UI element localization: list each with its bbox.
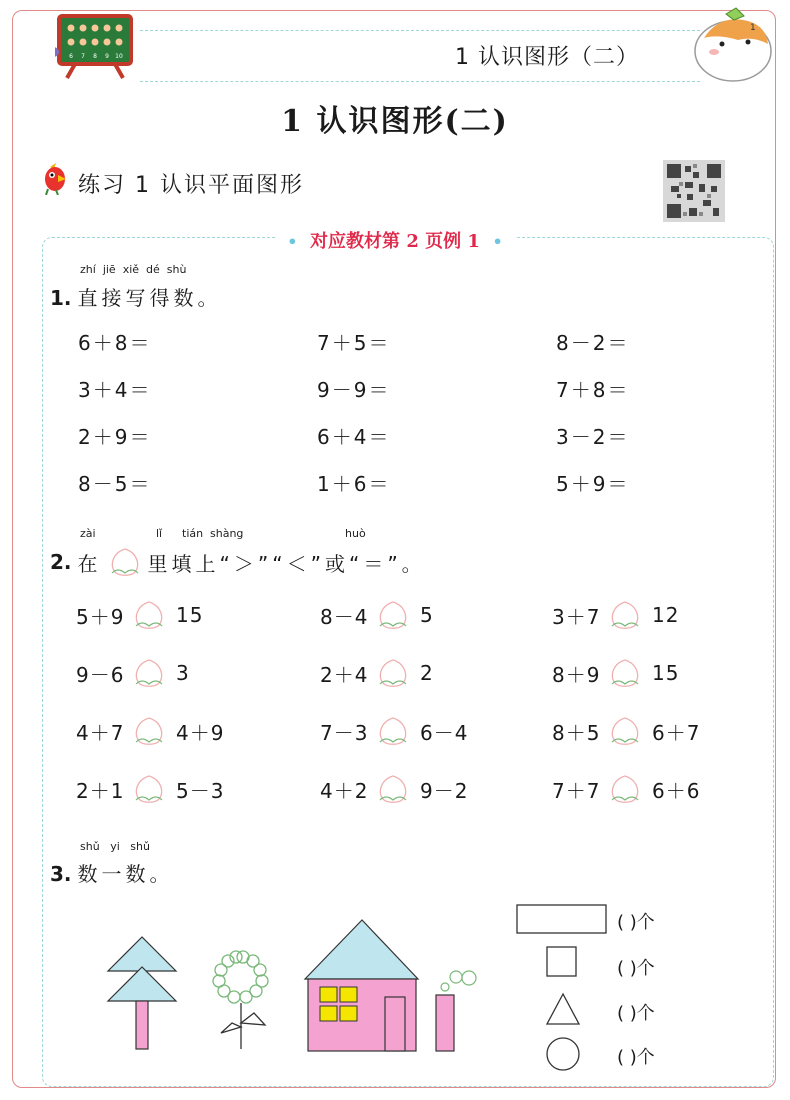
compare-item xyxy=(320,598,434,632)
blackboard-icon xyxy=(55,14,135,80)
reference-label: • 对应教材第 2 页例 1 • xyxy=(0,227,790,253)
compare-right: 3 xyxy=(176,661,190,685)
answer-peach-blank[interactable] xyxy=(374,772,412,806)
compare-item xyxy=(552,598,679,632)
compare-right: 15 xyxy=(176,603,204,627)
compare-item xyxy=(76,656,190,690)
peach-icon xyxy=(106,545,144,579)
q2-pinyin-tian: tián xyxy=(182,527,204,540)
header-title: 1 认识图形（二） xyxy=(455,45,639,70)
answer-triangle-count[interactable]: ( )个 xyxy=(617,1003,655,1024)
q1-heading: 1. 直接写得数。 xyxy=(50,286,222,310)
compare-item xyxy=(552,656,679,690)
q1-item[interactable]: 5＋9＝ xyxy=(556,472,630,496)
q1-item[interactable]: 3－2＝ xyxy=(556,425,630,449)
q2-heading: 2. 在 里填上“＞”“＜”或“＝”。 xyxy=(50,545,426,579)
answer-peach-blank[interactable] xyxy=(374,714,412,748)
reference-text: 对应教材第 2 页例 1 xyxy=(310,231,480,252)
house-icon xyxy=(305,920,418,1051)
q2-pinyin-huo: huò xyxy=(345,527,366,540)
answer-peach-blank[interactable] xyxy=(130,598,168,632)
triangle-icon xyxy=(545,992,581,1026)
compare-left: 5＋9 xyxy=(76,604,125,629)
chimney-icon xyxy=(436,971,476,1051)
chapter-title: 1 认识图形(二) xyxy=(281,104,509,139)
compare-item xyxy=(76,598,203,632)
parrot-icon xyxy=(42,163,68,195)
compare-left: 4＋2 xyxy=(320,778,369,803)
compare-right: 4＋9 xyxy=(176,720,225,745)
compare-item xyxy=(320,714,468,748)
board-number: 6 xyxy=(69,53,73,60)
compare-right: 5 xyxy=(420,603,434,627)
board-number: 10 xyxy=(115,53,123,60)
compare-right: 15 xyxy=(652,661,680,685)
q1-item[interactable]: 7＋8＝ xyxy=(556,378,630,402)
answer-square-count[interactable]: ( )个 xyxy=(617,958,655,979)
compare-left: 2＋1 xyxy=(76,778,125,803)
rectangle-icon xyxy=(516,903,608,935)
answer-peach-blank[interactable] xyxy=(606,598,644,632)
q1-item[interactable]: 3＋4＝ xyxy=(78,378,152,402)
square-icon xyxy=(546,946,578,978)
tree-icon xyxy=(108,937,176,1049)
answer-circle-count[interactable]: ( )个 xyxy=(617,1047,655,1068)
compare-right: 6－4 xyxy=(420,720,469,745)
flower-icon xyxy=(213,951,268,1049)
compare-right: 5－3 xyxy=(176,778,225,803)
answer-peach-blank[interactable] xyxy=(606,656,644,690)
page-number: 1 xyxy=(750,23,756,33)
q1-pinyin: zhí jiē xiě dé shù xyxy=(80,263,187,276)
compare-item xyxy=(552,714,700,748)
compare-item xyxy=(320,656,434,690)
shapes-picture xyxy=(100,915,490,1055)
compare-left: 8－4 xyxy=(320,604,369,629)
compare-left: 3＋7 xyxy=(552,604,601,629)
compare-item xyxy=(76,714,224,748)
compare-left: 7－3 xyxy=(320,720,369,745)
compare-right: 12 xyxy=(652,603,680,627)
answer-peach-blank[interactable] xyxy=(130,772,168,806)
board-number: 9 xyxy=(105,53,109,60)
compare-right: 6＋7 xyxy=(652,720,701,745)
compare-left: 7＋7 xyxy=(552,778,601,803)
answer-peach-blank[interactable] xyxy=(130,656,168,690)
qr-code-icon[interactable] xyxy=(663,160,725,222)
compare-left: 8＋9 xyxy=(552,662,601,687)
board-number: 8 xyxy=(93,53,97,60)
compare-right: 6＋6 xyxy=(652,778,701,803)
q1-item[interactable]: 1＋6＝ xyxy=(317,472,391,496)
q1-item[interactable]: 6＋4＝ xyxy=(317,425,391,449)
exercise-title: 练习 1 认识平面图形 xyxy=(78,173,304,198)
q2-pinyin-li: lǐ xyxy=(156,527,163,540)
compare-item xyxy=(76,772,224,806)
circle-icon xyxy=(545,1036,581,1072)
board-number: 7 xyxy=(81,53,85,60)
answer-peach-blank[interactable] xyxy=(374,598,412,632)
compare-item xyxy=(320,772,468,806)
q1-item[interactable]: 6＋8＝ xyxy=(78,331,152,355)
answer-rectangle-count[interactable]: ( )个 xyxy=(617,912,655,933)
q1-item[interactable]: 2＋9＝ xyxy=(78,425,152,449)
compare-left: 8＋5 xyxy=(552,720,601,745)
compare-left: 2＋4 xyxy=(320,662,369,687)
compare-item xyxy=(552,772,700,806)
answer-peach-blank[interactable] xyxy=(374,656,412,690)
answer-peach-blank[interactable] xyxy=(606,772,644,806)
hamster-icon xyxy=(688,6,778,86)
q2-pinyin-shang: shàng xyxy=(210,527,244,540)
q1-item[interactable]: 7＋5＝ xyxy=(317,331,391,355)
answer-peach-blank[interactable] xyxy=(606,714,644,748)
q1-item[interactable]: 8－5＝ xyxy=(78,472,152,496)
compare-right: 2 xyxy=(420,661,434,685)
q3-heading: 3. 数一数。 xyxy=(50,862,174,886)
q3-pinyin: shǔ yi shǔ xyxy=(80,840,150,853)
compare-right: 9－2 xyxy=(420,778,469,803)
answer-peach-blank[interactable] xyxy=(130,714,168,748)
compare-left: 4＋7 xyxy=(76,720,125,745)
q1-item[interactable]: 9－9＝ xyxy=(317,378,391,402)
q2-pinyin-zai: zài xyxy=(80,527,96,540)
compare-left: 9－6 xyxy=(76,662,125,687)
q1-item[interactable]: 8－2＝ xyxy=(556,331,630,355)
